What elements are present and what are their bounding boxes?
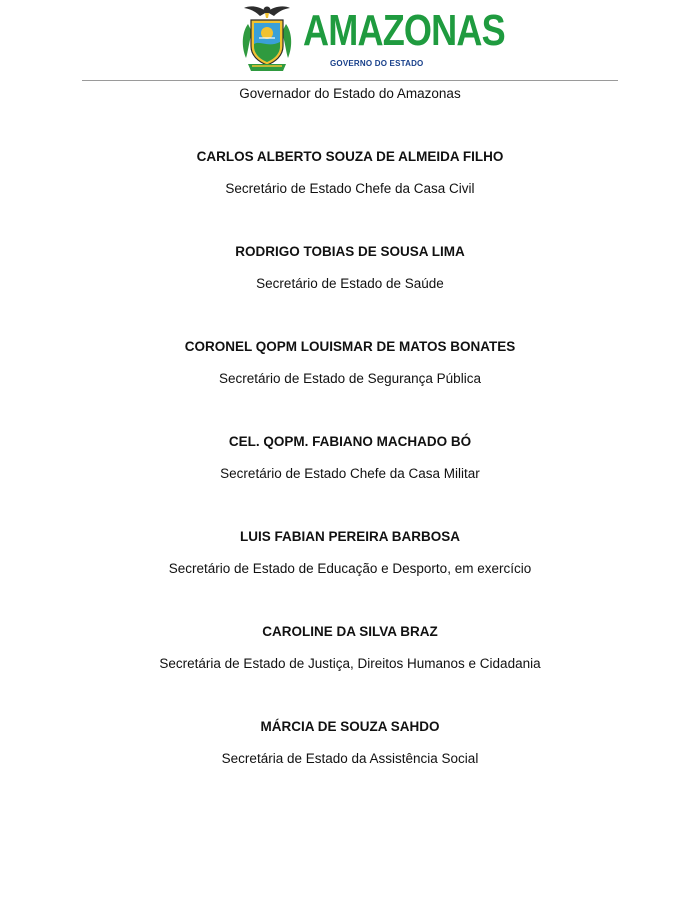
signature-entry: [0, 623, 700, 673]
signatory-title: Secretário de Estado Chefe da Casa Civil: [225, 181, 475, 196]
signatory-title: Secretária de Estado de Justiça, Direitos Humanos e Cidadania: [159, 656, 541, 671]
signatory-title: Secretária de Estado da Assistência Social: [221, 751, 479, 766]
signature-entry: [0, 243, 700, 293]
signatory-name: MÁRCIA DE SOUZA SAHDO: [260, 719, 440, 734]
signatory-title: Secretário de Estado de Educação e Desporto, em exercício: [168, 561, 532, 576]
signatory-name: CEL. QOPM. FABIANO MACHADO BÓ: [228, 434, 472, 449]
signature-entry: [0, 718, 700, 768]
signature-entry: [0, 433, 700, 483]
document-header: [0, 0, 700, 80]
signatory-name: CORONEL QOPM LOUISMAR DE MATOS BONATES: [184, 339, 516, 354]
signatory-title: Secretário de Estado Chefe da Casa Militar: [220, 466, 480, 481]
brand-subtitle: GOVERNO DO ESTADO: [330, 59, 424, 68]
signature-entry: [0, 528, 700, 578]
signature-block: [0, 84, 700, 768]
brand-title: AMAZONAS: [303, 6, 505, 55]
signatory-name: CAROLINE DA SILVA BRAZ: [262, 624, 438, 639]
signature-entry: [0, 338, 700, 388]
governor-title: Governador do Estado do Amazonas: [239, 86, 461, 101]
header-divider: [82, 80, 618, 81]
signature-entry: [0, 148, 700, 198]
signatory-name: CARLOS ALBERTO SOUZA DE ALMEIDA FILHO: [196, 149, 504, 164]
amazonas-coat-of-arms-icon: [238, 2, 296, 76]
signatory-name: RODRIGO TOBIAS DE SOUSA LIMA: [235, 244, 465, 259]
signatory-title: Secretário de Estado de Segurança Pública: [219, 371, 481, 386]
amazonas-wordmark-logo: [303, 6, 505, 70]
signatory-name: LUIS FABIAN PEREIRA BARBOSA: [239, 529, 460, 544]
signatory-title: Secretário de Estado de Saúde: [256, 276, 444, 291]
